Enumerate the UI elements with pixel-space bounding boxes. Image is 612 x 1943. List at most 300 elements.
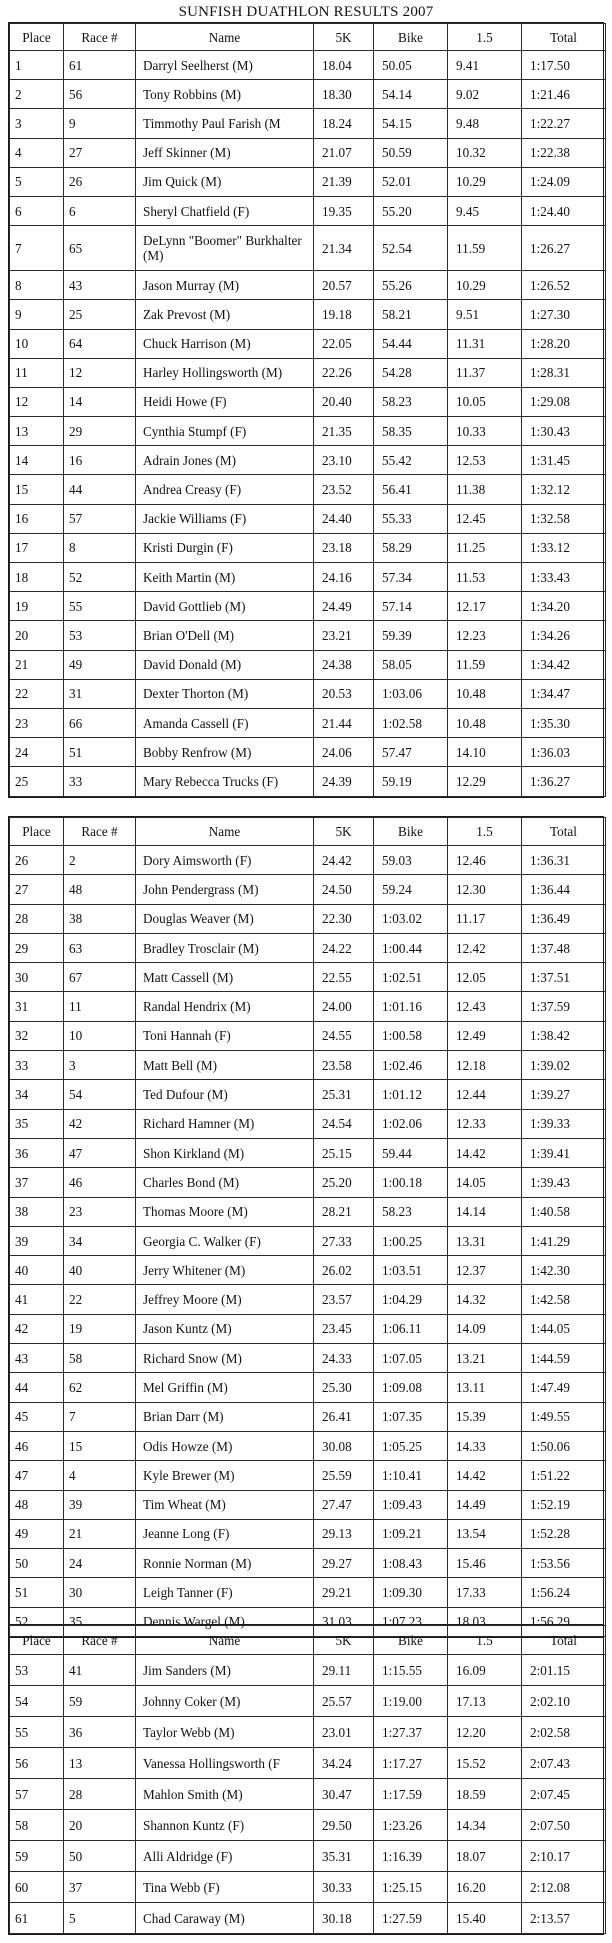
cell-race: 34 xyxy=(64,1226,136,1255)
cell-place: 55 xyxy=(10,1717,64,1748)
cell-place: 10 xyxy=(10,329,64,358)
cell-5k: 24.55 xyxy=(314,1021,374,1050)
cell-total: 1:44.05 xyxy=(522,1314,606,1343)
table-row xyxy=(10,904,606,933)
cell-5k: 23.45 xyxy=(314,1314,374,1343)
cell-total: 1:40.58 xyxy=(522,1197,606,1226)
cell-name: Johnny Coker (M) xyxy=(136,1686,314,1717)
results-table xyxy=(9,23,606,797)
table-row xyxy=(10,387,606,416)
cell-5k: 25.15 xyxy=(314,1138,374,1167)
cell-race: 58 xyxy=(64,1344,136,1373)
cell-15: 12.46 xyxy=(448,846,522,875)
cell-race: 24 xyxy=(64,1549,136,1578)
table-row xyxy=(10,271,606,300)
cell-race: 49 xyxy=(64,650,136,679)
column-header-name: Name xyxy=(136,1626,314,1655)
cell-5k: 24.39 xyxy=(314,767,374,796)
column-header-15: 1.5 xyxy=(448,818,522,846)
cell-5k: 35.31 xyxy=(314,1841,374,1872)
cell-total: 1:39.41 xyxy=(522,1138,606,1167)
column-header-name: Name xyxy=(136,818,314,846)
cell-race: 50 xyxy=(64,1841,136,1872)
cell-15: 18.03 xyxy=(448,1607,522,1636)
cell-15: 12.18 xyxy=(448,1051,522,1080)
cell-bike: 1:07.23 xyxy=(374,1607,448,1636)
cell-place: 35 xyxy=(10,1109,64,1138)
table-row xyxy=(10,1402,606,1431)
cell-race: 29 xyxy=(64,417,136,446)
cell-place: 43 xyxy=(10,1344,64,1373)
cell-place: 24 xyxy=(10,738,64,767)
cell-bike: 57.47 xyxy=(374,738,448,767)
cell-5k: 23.01 xyxy=(314,1717,374,1748)
cell-race: 51 xyxy=(64,738,136,767)
cell-name: Alli Aldridge (F) xyxy=(136,1841,314,1872)
cell-bike: 1:02.51 xyxy=(374,963,448,992)
cell-name: Jim Sanders (M) xyxy=(136,1655,314,1686)
cell-name: Chad Caraway (M) xyxy=(136,1903,314,1934)
cell-place: 34 xyxy=(10,1080,64,1109)
cell-place: 38 xyxy=(10,1197,64,1226)
cell-15: 16.09 xyxy=(448,1655,522,1686)
cell-place: 33 xyxy=(10,1051,64,1080)
cell-race: 64 xyxy=(64,329,136,358)
cell-15: 10.29 xyxy=(448,167,522,196)
cell-5k: 23.57 xyxy=(314,1285,374,1314)
cell-place: 21 xyxy=(10,650,64,679)
cell-total: 1:33.12 xyxy=(522,533,606,562)
cell-bike: 55.26 xyxy=(374,271,448,300)
cell-bike: 59.03 xyxy=(374,846,448,875)
cell-15: 9.41 xyxy=(448,51,522,80)
table-row xyxy=(10,1841,606,1872)
cell-place: 23 xyxy=(10,708,64,737)
cell-5k: 26.02 xyxy=(314,1256,374,1285)
cell-race: 43 xyxy=(64,271,136,300)
cell-total: 2:02.10 xyxy=(522,1686,606,1717)
cell-total: 1:32.58 xyxy=(522,504,606,533)
cell-total: 1:50.06 xyxy=(522,1431,606,1460)
cell-bike: 1:02.46 xyxy=(374,1051,448,1080)
cell-bike: 1:23.26 xyxy=(374,1810,448,1841)
cell-bike: 58.35 xyxy=(374,417,448,446)
cell-total: 1:41.29 xyxy=(522,1226,606,1255)
cell-total: 2:02.58 xyxy=(522,1717,606,1748)
cell-15: 14.05 xyxy=(448,1168,522,1197)
cell-15: 9.48 xyxy=(448,109,522,138)
cell-name: Ronnie Norman (M) xyxy=(136,1549,314,1578)
cell-place: 13 xyxy=(10,417,64,446)
cell-15: 15.52 xyxy=(448,1748,522,1779)
cell-race: 40 xyxy=(64,1256,136,1285)
cell-total: 1:47.49 xyxy=(522,1373,606,1402)
cell-bike: 1:00.58 xyxy=(374,1021,448,1050)
cell-total: 1:29.08 xyxy=(522,387,606,416)
cell-race: 41 xyxy=(64,1655,136,1686)
cell-race: 38 xyxy=(64,904,136,933)
cell-5k: 23.10 xyxy=(314,446,374,475)
cell-race: 66 xyxy=(64,708,136,737)
cell-bike: 1:02.58 xyxy=(374,708,448,737)
cell-15: 11.31 xyxy=(448,329,522,358)
results-table-part-2 xyxy=(8,816,604,1638)
cell-place: 19 xyxy=(10,592,64,621)
cell-bike: 58.23 xyxy=(374,1197,448,1226)
table-row xyxy=(10,1344,606,1373)
cell-place: 37 xyxy=(10,1168,64,1197)
cell-place: 53 xyxy=(10,1655,64,1686)
cell-name: Mary Rebecca Trucks (F) xyxy=(136,767,314,796)
cell-bike: 59.19 xyxy=(374,767,448,796)
cell-15: 14.34 xyxy=(448,1810,522,1841)
table-row xyxy=(10,1431,606,1460)
cell-15: 10.29 xyxy=(448,271,522,300)
table-row xyxy=(10,1168,606,1197)
cell-5k: 29.21 xyxy=(314,1578,374,1607)
cell-name: Vanessa Hollingsworth (F xyxy=(136,1748,314,1779)
cell-race: 35 xyxy=(64,1607,136,1636)
cell-total: 1:44.59 xyxy=(522,1344,606,1373)
cell-race: 39 xyxy=(64,1490,136,1519)
cell-name: Mahlon Smith (M) xyxy=(136,1779,314,1810)
cell-race: 56 xyxy=(64,80,136,109)
column-header-5k: 5K xyxy=(314,818,374,846)
table-row xyxy=(10,196,606,225)
cell-5k: 28.21 xyxy=(314,1197,374,1226)
cell-place: 27 xyxy=(10,875,64,904)
cell-place: 1 xyxy=(10,51,64,80)
cell-bike: 1:09.21 xyxy=(374,1519,448,1548)
table-row xyxy=(10,992,606,1021)
cell-bike: 1:27.59 xyxy=(374,1903,448,1934)
cell-total: 1:34.42 xyxy=(522,650,606,679)
cell-5k: 24.16 xyxy=(314,563,374,592)
cell-place: 29 xyxy=(10,933,64,962)
cell-place: 44 xyxy=(10,1373,64,1402)
cell-5k: 31.03 xyxy=(314,1607,374,1636)
column-header-total: Total xyxy=(522,1626,606,1655)
cell-name: Brian O'Dell (M) xyxy=(136,621,314,650)
cell-place: 12 xyxy=(10,387,64,416)
cell-total: 1:52.28 xyxy=(522,1519,606,1548)
cell-5k: 21.39 xyxy=(314,167,374,196)
cell-bike: 1:06.11 xyxy=(374,1314,448,1343)
cell-name: Kristi Durgin (F) xyxy=(136,533,314,562)
cell-5k: 30.47 xyxy=(314,1779,374,1810)
cell-race: 44 xyxy=(64,475,136,504)
table-row xyxy=(10,51,606,80)
cell-place: 8 xyxy=(10,271,64,300)
cell-race: 62 xyxy=(64,1373,136,1402)
cell-total: 1:49.55 xyxy=(522,1402,606,1431)
cell-place: 18 xyxy=(10,563,64,592)
table-row xyxy=(10,226,606,271)
cell-15: 10.48 xyxy=(448,679,522,708)
cell-15: 10.05 xyxy=(448,387,522,416)
cell-total: 2:07.50 xyxy=(522,1810,606,1841)
cell-race: 30 xyxy=(64,1578,136,1607)
cell-name: Tina Webb (F) xyxy=(136,1872,314,1903)
cell-15: 11.17 xyxy=(448,904,522,933)
cell-15: 9.51 xyxy=(448,300,522,329)
cell-total: 1:34.20 xyxy=(522,592,606,621)
cell-place: 49 xyxy=(10,1519,64,1548)
cell-name: Thomas Moore (M) xyxy=(136,1197,314,1226)
cell-place: 6 xyxy=(10,196,64,225)
column-header-name: Name xyxy=(136,24,314,51)
cell-15: 15.40 xyxy=(448,1903,522,1934)
cell-bike: 1:16.39 xyxy=(374,1841,448,1872)
cell-bike: 1:00.18 xyxy=(374,1168,448,1197)
table-row xyxy=(10,1373,606,1402)
cell-5k: 24.00 xyxy=(314,992,374,1021)
cell-total: 1:33.43 xyxy=(522,563,606,592)
cell-name: Dory Aimsworth (F) xyxy=(136,846,314,875)
cell-total: 1:42.30 xyxy=(522,1256,606,1285)
cell-15: 14.49 xyxy=(448,1490,522,1519)
cell-name: Harley Hollingsworth (M) xyxy=(136,358,314,387)
table-row xyxy=(10,1256,606,1285)
table-row xyxy=(10,475,606,504)
cell-bike: 1:09.08 xyxy=(374,1373,448,1402)
cell-15: 11.59 xyxy=(448,226,522,271)
cell-5k: 22.26 xyxy=(314,358,374,387)
cell-15: 12.44 xyxy=(448,1080,522,1109)
cell-bike: 1:17.27 xyxy=(374,1748,448,1779)
table-row xyxy=(10,1717,606,1748)
cell-5k: 21.34 xyxy=(314,226,374,271)
cell-name: Brian Darr (M) xyxy=(136,1402,314,1431)
cell-name: Dennis Wargel (M) xyxy=(136,1607,314,1636)
cell-total: 1:27.30 xyxy=(522,300,606,329)
column-header-total: Total xyxy=(522,818,606,846)
table-row xyxy=(10,167,606,196)
cell-5k: 29.11 xyxy=(314,1655,374,1686)
cell-15: 11.37 xyxy=(448,358,522,387)
table-row xyxy=(10,1903,606,1934)
cell-race: 9 xyxy=(64,109,136,138)
cell-name: Richard Hamner (M) xyxy=(136,1109,314,1138)
cell-bike: 1:01.16 xyxy=(374,992,448,1021)
results-table xyxy=(9,817,606,1637)
cell-name: Douglas Weaver (M) xyxy=(136,904,314,933)
cell-bike: 52.01 xyxy=(374,167,448,196)
table-row xyxy=(10,446,606,475)
cell-race: 53 xyxy=(64,621,136,650)
table-row xyxy=(10,1748,606,1779)
cell-place: 9 xyxy=(10,300,64,329)
cell-15: 14.10 xyxy=(448,738,522,767)
cell-name: Dexter Thorton (M) xyxy=(136,679,314,708)
cell-race: 7 xyxy=(64,1402,136,1431)
cell-bike: 1:07.35 xyxy=(374,1402,448,1431)
table-row xyxy=(10,1197,606,1226)
cell-15: 14.42 xyxy=(448,1138,522,1167)
table-row xyxy=(10,875,606,904)
cell-name: Matt Bell (M) xyxy=(136,1051,314,1080)
cell-15: 14.14 xyxy=(448,1197,522,1226)
cell-place: 15 xyxy=(10,475,64,504)
cell-5k: 20.57 xyxy=(314,271,374,300)
cell-name: Jeffrey Moore (M) xyxy=(136,1285,314,1314)
cell-race: 59 xyxy=(64,1686,136,1717)
cell-total: 1:39.43 xyxy=(522,1168,606,1197)
cell-15: 12.30 xyxy=(448,875,522,904)
cell-race: 2 xyxy=(64,846,136,875)
cell-bike: 1:09.43 xyxy=(374,1490,448,1519)
cell-place: 54 xyxy=(10,1686,64,1717)
cell-race: 31 xyxy=(64,679,136,708)
cell-name: Tim Wheat (M) xyxy=(136,1490,314,1519)
cell-5k: 25.59 xyxy=(314,1461,374,1490)
cell-5k: 29.50 xyxy=(314,1810,374,1841)
cell-5k: 22.05 xyxy=(314,329,374,358)
cell-place: 36 xyxy=(10,1138,64,1167)
cell-race: 14 xyxy=(64,387,136,416)
table-row xyxy=(10,963,606,992)
cell-name: Jeanne Long (F) xyxy=(136,1519,314,1548)
table-row xyxy=(10,1285,606,1314)
cell-place: 7 xyxy=(10,226,64,271)
column-header-race: Race # xyxy=(64,818,136,846)
column-header-15: 1.5 xyxy=(448,24,522,51)
cell-15: 13.11 xyxy=(448,1373,522,1402)
cell-place: 60 xyxy=(10,1872,64,1903)
table-row xyxy=(10,1314,606,1343)
cell-15: 14.42 xyxy=(448,1461,522,1490)
cell-race: 5 xyxy=(64,1903,136,1934)
cell-5k: 34.24 xyxy=(314,1748,374,1779)
cell-total: 1:51.22 xyxy=(522,1461,606,1490)
cell-5k: 25.30 xyxy=(314,1373,374,1402)
cell-place: 47 xyxy=(10,1461,64,1490)
table-row xyxy=(10,1686,606,1717)
cell-15: 15.46 xyxy=(448,1549,522,1578)
cell-name: Bobby Renfrow (M) xyxy=(136,738,314,767)
cell-5k: 23.52 xyxy=(314,475,374,504)
cell-name: Georgia C. Walker (F) xyxy=(136,1226,314,1255)
table-row xyxy=(10,1519,606,1548)
cell-5k: 22.55 xyxy=(314,963,374,992)
table-row xyxy=(10,1109,606,1138)
table-row xyxy=(10,1810,606,1841)
table-row xyxy=(10,738,606,767)
cell-race: 20 xyxy=(64,1810,136,1841)
cell-5k: 24.49 xyxy=(314,592,374,621)
cell-place: 57 xyxy=(10,1779,64,1810)
cell-name: John Pendergrass (M) xyxy=(136,875,314,904)
cell-15: 18.07 xyxy=(448,1841,522,1872)
header-row xyxy=(10,1626,606,1655)
cell-race: 6 xyxy=(64,196,136,225)
cell-5k: 22.30 xyxy=(314,904,374,933)
cell-5k: 25.31 xyxy=(314,1080,374,1109)
cell-race: 61 xyxy=(64,51,136,80)
cell-15: 13.54 xyxy=(448,1519,522,1548)
cell-place: 26 xyxy=(10,846,64,875)
cell-15: 12.23 xyxy=(448,621,522,650)
cell-bike: 55.33 xyxy=(374,504,448,533)
cell-place: 39 xyxy=(10,1226,64,1255)
table-row xyxy=(10,1080,606,1109)
cell-name: DeLynn "Boomer" Burkhalter (M) xyxy=(136,226,314,271)
cell-15: 12.29 xyxy=(448,767,522,796)
cell-total: 1:26.52 xyxy=(522,271,606,300)
cell-place: 46 xyxy=(10,1431,64,1460)
cell-total: 1:37.51 xyxy=(522,963,606,992)
cell-race: 54 xyxy=(64,1080,136,1109)
cell-total: 1:52.19 xyxy=(522,1490,606,1519)
cell-15: 11.25 xyxy=(448,533,522,562)
cell-bike: 1:01.12 xyxy=(374,1080,448,1109)
cell-5k: 27.33 xyxy=(314,1226,374,1255)
cell-name: Keith Martin (M) xyxy=(136,563,314,592)
cell-bike: 58.21 xyxy=(374,300,448,329)
cell-15: 12.20 xyxy=(448,1717,522,1748)
cell-15: 12.43 xyxy=(448,992,522,1021)
cell-race: 52 xyxy=(64,563,136,592)
cell-bike: 55.42 xyxy=(374,446,448,475)
cell-race: 37 xyxy=(64,1872,136,1903)
cell-total: 2:07.45 xyxy=(522,1779,606,1810)
cell-race: 27 xyxy=(64,138,136,167)
cell-15: 11.38 xyxy=(448,475,522,504)
cell-place: 50 xyxy=(10,1549,64,1578)
table-row xyxy=(10,1461,606,1490)
column-header-bike: Bike xyxy=(374,818,448,846)
cell-5k: 24.06 xyxy=(314,738,374,767)
cell-name: Jason Murray (M) xyxy=(136,271,314,300)
cell-5k: 24.38 xyxy=(314,650,374,679)
cell-15: 10.33 xyxy=(448,417,522,446)
cell-bike: 52.54 xyxy=(374,226,448,271)
cell-15: 14.32 xyxy=(448,1285,522,1314)
cell-name: Mel Griffin (M) xyxy=(136,1373,314,1402)
cell-15: 13.21 xyxy=(448,1344,522,1373)
cell-15: 12.45 xyxy=(448,504,522,533)
cell-5k: 30.08 xyxy=(314,1431,374,1460)
cell-race: 15 xyxy=(64,1431,136,1460)
cell-5k: 29.27 xyxy=(314,1549,374,1578)
results-table-part-3 xyxy=(8,1624,604,1935)
cell-5k: 20.53 xyxy=(314,679,374,708)
cell-race: 23 xyxy=(64,1197,136,1226)
cell-place: 25 xyxy=(10,767,64,796)
cell-place: 58 xyxy=(10,1810,64,1841)
table-row xyxy=(10,504,606,533)
results-title: SUNFISH DUATHLON RESULTS 2007 xyxy=(178,4,434,20)
cell-5k: 30.33 xyxy=(314,1872,374,1903)
cell-total: 1:34.26 xyxy=(522,621,606,650)
header-row xyxy=(10,24,606,51)
cell-bike: 1:19.00 xyxy=(374,1686,448,1717)
column-header-total: Total xyxy=(522,24,606,51)
cell-place: 40 xyxy=(10,1256,64,1285)
cell-total: 1:36.03 xyxy=(522,738,606,767)
cell-name: Sheryl Chatfield (F) xyxy=(136,196,314,225)
cell-5k: 29.13 xyxy=(314,1519,374,1548)
cell-bike: 56.41 xyxy=(374,475,448,504)
table-row xyxy=(10,846,606,875)
table-row xyxy=(10,621,606,650)
cell-race: 55 xyxy=(64,592,136,621)
cell-15: 11.59 xyxy=(448,650,522,679)
cell-5k: 23.58 xyxy=(314,1051,374,1080)
cell-5k: 27.47 xyxy=(314,1490,374,1519)
cell-bike: 54.14 xyxy=(374,80,448,109)
cell-race: 16 xyxy=(64,446,136,475)
